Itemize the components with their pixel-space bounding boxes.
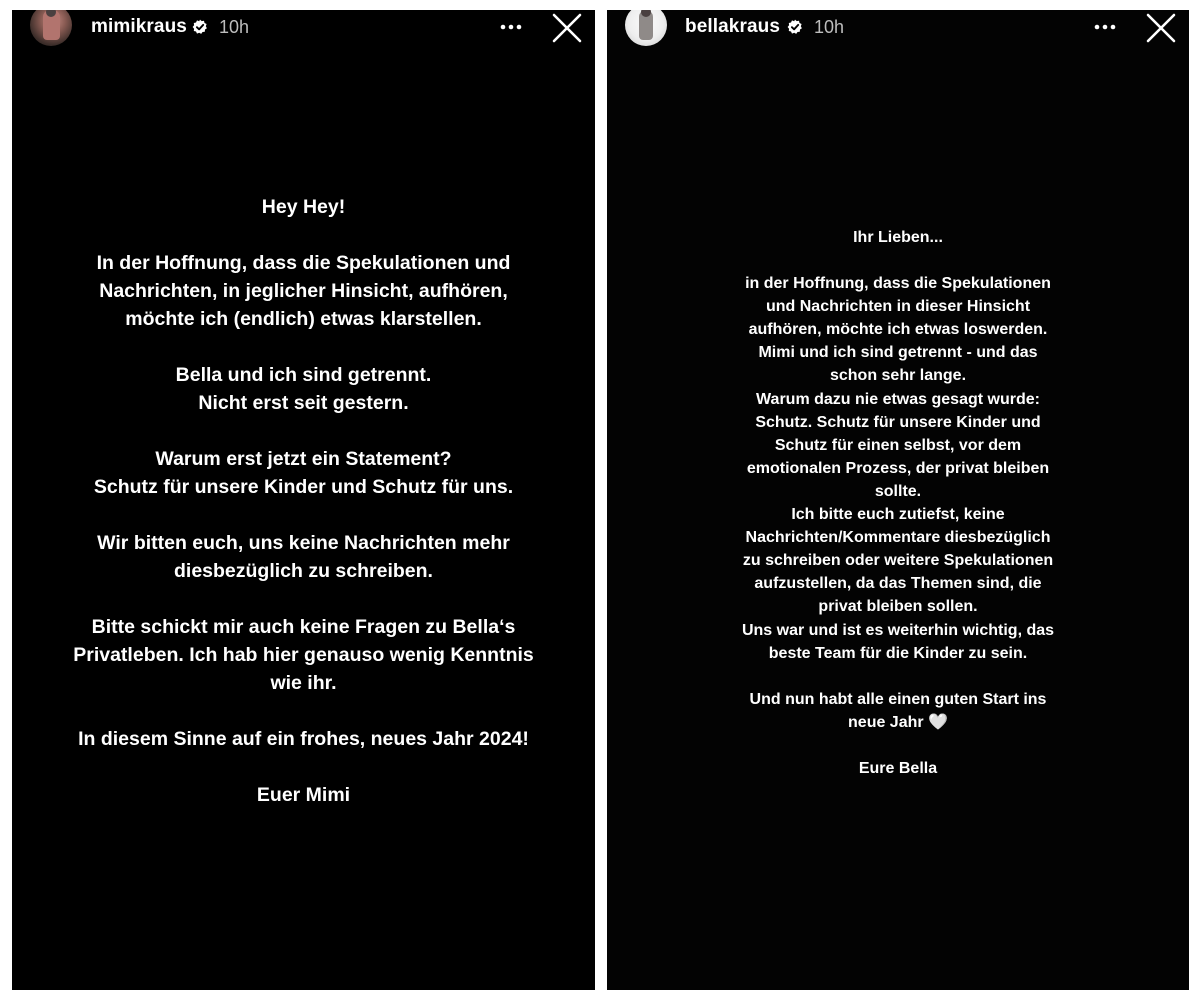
story-paragraph bbox=[12, 193, 595, 221]
text-line: Hey Hey! bbox=[261, 196, 346, 218]
text-line: zu schreiben oder weitere Spekulationen bbox=[742, 552, 1054, 570]
avatar[interactable] bbox=[30, 10, 72, 46]
text-line: Wir bitten euch, uns keine Nachrichten mehr bbox=[97, 532, 510, 554]
story-panel-mimi[interactable] bbox=[12, 10, 595, 990]
text-line: und Nachrichten in dieser Hinsicht bbox=[765, 298, 1031, 316]
post-time: 10h bbox=[814, 17, 845, 37]
text-line: Ich bitte euch zutiefst, keine bbox=[791, 506, 1005, 524]
text-line: aufhören, möchte ich etwas loswerden. bbox=[748, 321, 1048, 339]
text-line: schon sehr lange. bbox=[829, 367, 967, 385]
story-paragraph bbox=[607, 757, 1189, 780]
close-icon[interactable] bbox=[551, 12, 583, 44]
verified-badge-icon bbox=[787, 19, 803, 35]
story-header bbox=[12, 10, 595, 50]
text-line: möchte ich (endlich) etwas klarstellen. bbox=[125, 308, 482, 330]
text-line: Warum dazu nie etwas gesagt wurde: bbox=[756, 390, 1040, 408]
story-paragraph bbox=[607, 272, 1189, 665]
story-paragraph bbox=[12, 613, 595, 697]
text-line: Nachrichten/Kommentare diesbezüglich bbox=[745, 529, 1051, 547]
story-text bbox=[12, 193, 595, 837]
post-time: 10h bbox=[219, 17, 250, 37]
text-line: Mimi und ich sind getrennt - und das bbox=[758, 344, 1038, 362]
text-line: Privatleben. Ich hab hier genauso wenig Kenntnis bbox=[73, 644, 534, 666]
text-line: emotionalen Prozess, der privat bleiben bbox=[746, 459, 1050, 477]
text-line: beste Team für die Kinder zu sein. bbox=[768, 644, 1028, 662]
text-line: aufzustellen, da das Themen sind, die bbox=[754, 575, 1042, 593]
text-line: Nicht erst seit gestern. bbox=[198, 392, 409, 414]
text-line: Schutz für einen selbst, vor dem bbox=[774, 436, 1022, 454]
text-line: Ihr Lieben... bbox=[853, 229, 943, 246]
signature-line: Euer Mimi bbox=[256, 784, 351, 806]
story-paragraph bbox=[12, 529, 595, 585]
text-line: Schutz für unsere Kinder und Schutz für uns. bbox=[93, 476, 514, 498]
story-paragraph bbox=[607, 688, 1189, 734]
story-paragraph bbox=[12, 361, 595, 417]
verified-badge-icon bbox=[192, 19, 208, 35]
text-line: Bella und ich sind getrennt. bbox=[175, 364, 432, 386]
signature-line: Eure Bella bbox=[858, 759, 938, 777]
story-paragraph bbox=[12, 725, 595, 753]
story-panel-bella[interactable] bbox=[607, 10, 1189, 990]
text-line: sollte. bbox=[874, 482, 922, 500]
close-icon[interactable] bbox=[1145, 12, 1177, 44]
story-paragraph bbox=[12, 445, 595, 501]
text-line: privat bleiben sollen. bbox=[818, 598, 978, 616]
story-paragraph bbox=[607, 226, 1189, 249]
username[interactable]: mimikraus bbox=[91, 16, 187, 37]
story-paragraph bbox=[12, 781, 595, 809]
avatar[interactable] bbox=[625, 10, 667, 46]
text-line: in der Hoffnung, dass die Spekulationen bbox=[745, 275, 1051, 293]
text-line: Schutz. Schutz für unsere Kinder und bbox=[755, 413, 1041, 431]
text-line: Warum erst jetzt ein Statement? bbox=[155, 448, 452, 470]
username[interactable]: bellakraus bbox=[685, 16, 780, 37]
text-line: In der Hoffnung, dass die Spekulationen und bbox=[96, 252, 511, 274]
more-options-icon[interactable] bbox=[498, 16, 524, 38]
story-text bbox=[607, 226, 1189, 803]
text-line: diesbezüglich zu schreiben. bbox=[174, 560, 433, 582]
text-line: Nachrichten, in jeglicher Hinsicht, aufhören, bbox=[99, 280, 508, 302]
text-line: neue Jahr 🤍 bbox=[848, 713, 948, 731]
text-line: Bitte schickt mir auch keine Fragen zu Bella‘s bbox=[91, 616, 516, 638]
text-line: In diesem Sinne auf ein frohes, neues Jahr 2024! bbox=[78, 728, 529, 750]
story-paragraph bbox=[12, 249, 595, 333]
text-line: Uns war und ist es weiterhin wichtig, das bbox=[741, 621, 1055, 639]
text-line: Und nun habt alle einen guten Start ins bbox=[749, 690, 1047, 708]
text-line: wie ihr. bbox=[270, 672, 337, 694]
story-header bbox=[607, 10, 1189, 50]
more-options-icon[interactable] bbox=[1092, 16, 1118, 38]
